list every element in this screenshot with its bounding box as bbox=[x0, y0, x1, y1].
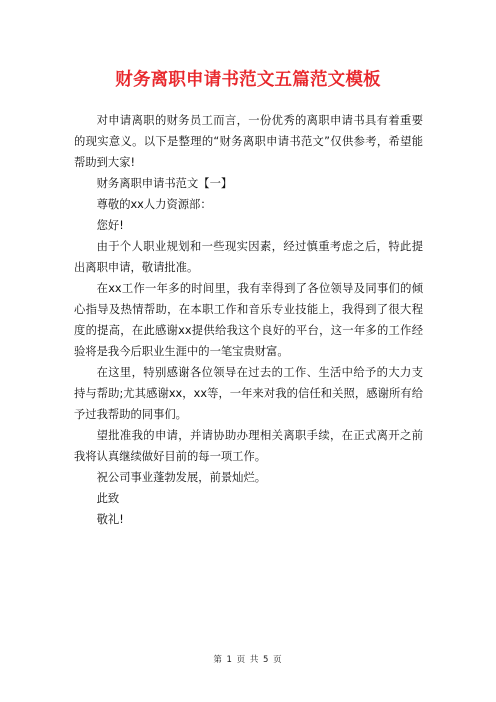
document-body bbox=[74, 110, 423, 530]
body-paragraph: 由于个人职业规划和一些现实因素，经过慎重考虑之后，特此提出离职申请，敬请批准。 bbox=[74, 240, 423, 274]
page-number-footer: 第 1 页 共 5 页 bbox=[213, 655, 283, 665]
body-paragraph: 在xx工作一年多的时间里，我有幸得到了各位领导及同事们的倾心指导及热情帮助，在本职工作和音乐专业技能上，我得到了很大程度的提高，在此感谢xx提供给我这个良好的平台，这一年多的工作经验将是我今后职业生涯中的一笔宝贵财富。 bbox=[74, 282, 423, 358]
section-heading: 财务离职申请书范文【一】 bbox=[96, 177, 233, 190]
intro-paragraph: 对申请离职的财务员工而言，一份优秀的离职申请书具有着重要的现实意义。以下是整理的“财务离职申请书范文”仅供参考，希望能帮助到大家! bbox=[74, 114, 423, 169]
salutation: 尊敬的xx人力资源部： bbox=[96, 198, 212, 211]
greeting: 您好! bbox=[96, 219, 124, 232]
closing-regards: 敬礼! bbox=[96, 513, 124, 526]
closing-line: 此致 bbox=[96, 492, 120, 505]
body-paragraph: 在这里，特别感谢各位领导在过去的工作、生活中给予的大力支持与帮助;尤其感谢xx，xx等，一年来对我的信任和关照，感谢所有给予过我帮助的同事们。 bbox=[74, 366, 423, 421]
wishes-line: 祝公司事业蓬勃发展，前景灿烂。 bbox=[96, 471, 267, 484]
document-title: 财务离职申请书范文五篇范文模板 bbox=[115, 70, 381, 90]
body-paragraph: 望批准我的申请，并请协助办理相关离职手续，在正式离开之前我将认真继续做好目前的每一项工作。 bbox=[74, 429, 423, 463]
